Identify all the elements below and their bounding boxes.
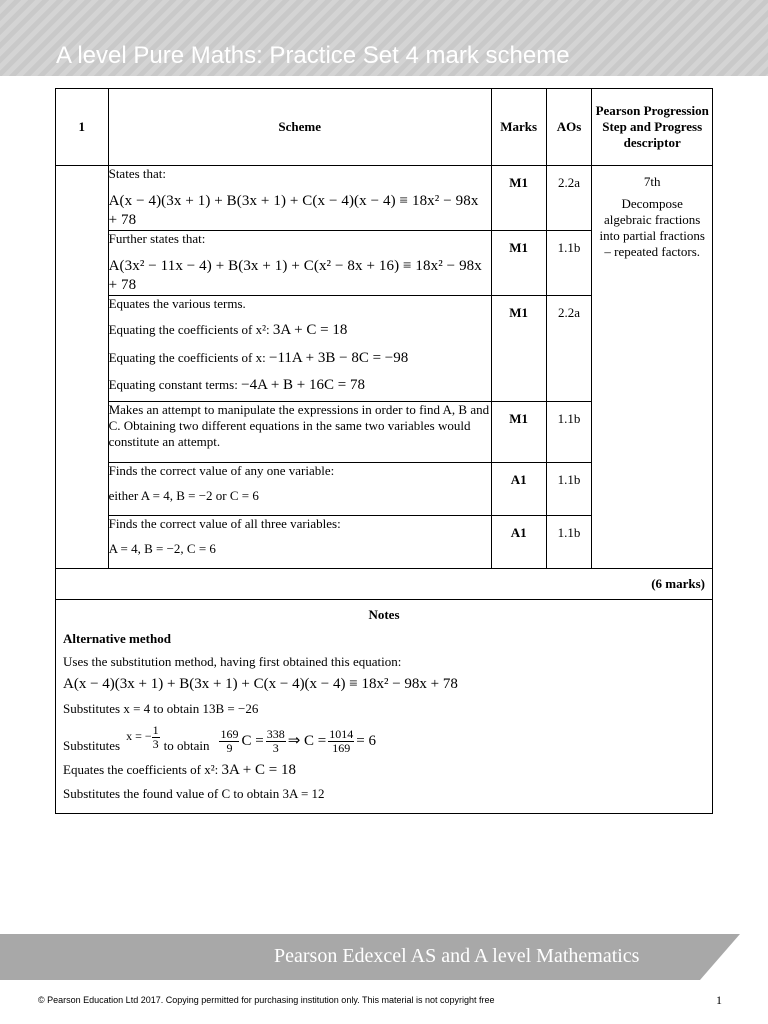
- sub-x: x = −: [126, 729, 152, 744]
- fraction-den: 3: [152, 736, 159, 751]
- scheme-cell: [108, 462, 491, 515]
- scheme-text: States that:: [108, 166, 167, 181]
- marks-header: Marks: [491, 89, 546, 166]
- mark-value: M1: [491, 166, 546, 231]
- line-label: Equates the coefficients of x²:: [63, 761, 219, 777]
- fraction-num: 338: [266, 726, 285, 741]
- mark-scheme-table: [55, 88, 713, 814]
- line-label: Equating the coefficients of x²:: [108, 321, 270, 337]
- scheme-text: Makes an attempt to manipulate the expressions in order to find A, B and C. Obtaining two different equations in the same two variables would constitute an attempt.: [108, 401, 490, 449]
- ao-value: 1.1b: [546, 515, 592, 568]
- notes-row: [56, 599, 713, 814]
- line-label: Equating the coefficients of x:: [108, 349, 266, 365]
- sub-label: Substitutes: [63, 737, 121, 753]
- fraction-den: 169: [332, 740, 351, 755]
- progression-cell: [592, 166, 713, 569]
- scheme-line: [109, 349, 491, 368]
- mark-value: M1: [491, 401, 546, 462]
- fraction-num: 1: [152, 722, 159, 737]
- scheme-text: Equates the various terms.: [108, 295, 246, 311]
- pearson-header: Pearson Progression Step and Progress descriptor: [592, 89, 713, 166]
- progression-step: 7th: [643, 174, 661, 189]
- table-row: [56, 166, 713, 231]
- notes-line: Uses the substitution method, having first obtained this equation:: [63, 654, 402, 670]
- line-label: Equating constant terms:: [108, 377, 238, 393]
- fraction-den: 9: [226, 740, 233, 755]
- ao-value: 2.2a: [546, 295, 592, 401]
- line-equation: −4A + B + 16C = 78: [241, 377, 365, 394]
- footer-brand: Pearson Edexcel AS and A level Mathematics: [274, 945, 640, 967]
- fraction: [328, 728, 354, 755]
- question-blank-cell: [56, 166, 109, 569]
- question-number: 1: [56, 89, 109, 166]
- scheme-line: [109, 321, 491, 340]
- math-text: = 6: [356, 732, 376, 749]
- total-marks: (6 marks): [56, 568, 713, 599]
- scheme-equation: A(3x² − 11x − 4) + B(3x + 1) + C(x² − 8x + 16) ≡ 18x² − 98x + 78: [108, 258, 482, 293]
- fraction: [266, 728, 286, 755]
- line-equation: 3A + C = 18: [221, 761, 296, 778]
- substitution-line: [63, 722, 705, 755]
- line-equation: 3A + C = 18: [272, 321, 348, 338]
- ao-value: 1.1b: [546, 230, 592, 295]
- scheme-text: Finds the correct value of any one variable:: [108, 462, 335, 478]
- notes-cell: [56, 599, 713, 814]
- line-equation: −11A + 3B − 8C = −98: [269, 349, 409, 366]
- mark-value: M1: [491, 295, 546, 401]
- progression-descriptor: Decompose algebraic fractions into partial fractions – repeated factors.: [599, 196, 705, 259]
- fraction-num: 169: [220, 726, 239, 741]
- scheme-line: [109, 376, 491, 395]
- notes-equation: A(x − 4)(3x + 1) + B(3x + 1) + C(x − 4)(x − 4) ≡ 18x² − 98x + 78: [63, 676, 458, 693]
- notes-line: Substitutes x = 4 to obtain 13B = −26: [63, 700, 259, 716]
- fraction-num: 1014: [329, 726, 354, 741]
- scheme-line: either A = 4, B = −2 or C = 6: [108, 487, 259, 503]
- scheme-cell: [108, 295, 491, 401]
- math-text: ⇒ C =: [287, 732, 327, 749]
- ao-value: 1.1b: [546, 462, 592, 515]
- header-band: [0, 0, 768, 76]
- ao-value: 2.2a: [546, 166, 592, 231]
- fraction-den: 3: [272, 740, 279, 755]
- page-title: A level Pure Maths: Practice Set 4 mark scheme: [56, 42, 570, 69]
- page-number: 1: [716, 993, 722, 1007]
- scheme-equation: A(x − 4)(3x + 1) + B(3x + 1) + C(x − 4)(x − 4) ≡ 18x² − 98x + 78: [108, 193, 479, 228]
- to-obtain: to obtain: [163, 737, 210, 753]
- scheme-text: Further states that:: [108, 230, 206, 246]
- copyright-notice: © Pearson Education Ltd 2017. Copying permitted for purchasing institution only. This material is not copyright free: [38, 995, 495, 1005]
- mark-value: A1: [491, 515, 546, 568]
- total-row: [56, 568, 713, 599]
- scheme-cell: [108, 166, 491, 231]
- aos-header: AOs: [546, 89, 592, 166]
- math-text: C =: [241, 732, 264, 749]
- scheme-cell: [108, 515, 491, 568]
- fraction: [219, 728, 239, 755]
- mark-value: A1: [491, 462, 546, 515]
- alternative-method-heading: Alternative method: [63, 631, 171, 647]
- scheme-header: Scheme: [108, 89, 491, 166]
- ao-value: 1.1b: [546, 401, 592, 462]
- scheme-cell: [108, 230, 491, 295]
- notes-line: Substitutes the found value of C to obtain 3A = 12: [63, 786, 325, 802]
- scheme-text: Finds the correct value of all three variables:: [108, 515, 341, 531]
- fraction: [152, 724, 160, 751]
- notes-line: [63, 761, 705, 781]
- table-header-row: [56, 89, 713, 166]
- scheme-cell: [108, 401, 491, 462]
- mark-value: M1: [491, 230, 546, 295]
- notes-title: Notes: [368, 606, 400, 622]
- scheme-line: A = 4, B = −2, C = 6: [108, 540, 216, 556]
